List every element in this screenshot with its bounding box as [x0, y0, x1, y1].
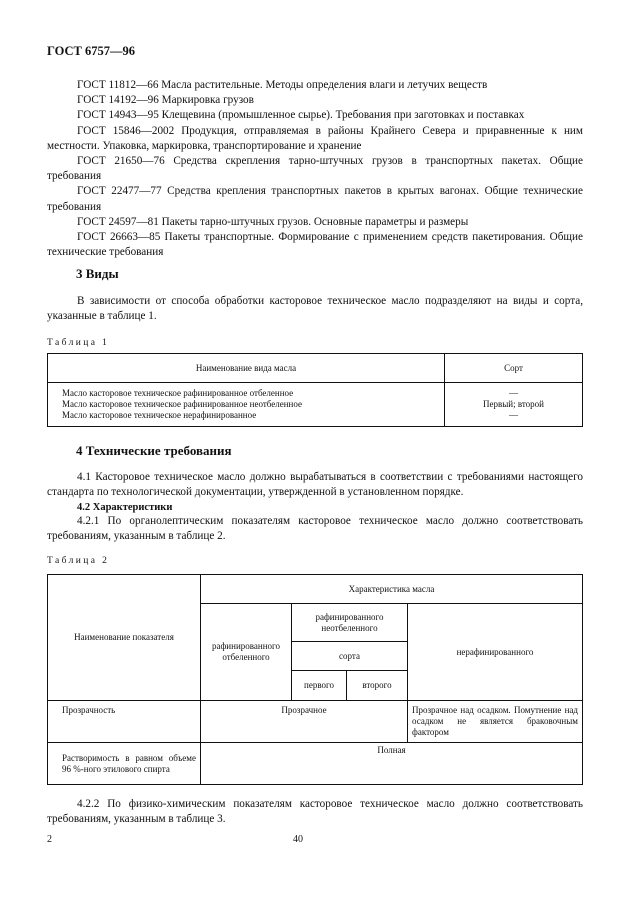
reference-item: ГОСТ 15846—2002 Продукция, отправляемая в районы Крайнего Севера и приравненные к ним местности. Упаковка, маркировка, транспортирование и хранение: [47, 124, 583, 152]
table-1-header-name: Наименование вида масла: [48, 354, 445, 383]
table-1-sorts-cell: [445, 383, 583, 427]
reference-item: ГОСТ 14943—95 Клещевина (промышленное сырье). Требования при заготовках и поставках: [77, 109, 525, 122]
document-header: ГОСТ 6757—96: [47, 44, 136, 58]
table-1-row-sort: —: [509, 410, 518, 420]
table-2-header-refined-unbleached: рафинированного неотбеленного: [292, 604, 408, 642]
table-2-row-transparency-name: Прозрачность: [48, 701, 201, 743]
paragraph-4-2-1: 4.2.1 По органолептическим показателям касторовое техническое масло должно соответствовать требованиям, указанным в таблице 2.: [47, 515, 583, 543]
page-number-left: 2: [47, 834, 52, 845]
table-1-row-name: Масло касторовое техническое рафинированное неотбеленное: [62, 399, 302, 409]
section-4-title: 4 Технические требования: [76, 443, 232, 458]
section-3-title: 3 Виды: [76, 266, 119, 281]
table-2: [47, 574, 583, 785]
table-1-row-name: Масло касторовое техническое рафинированное отбеленное: [62, 388, 294, 398]
reference-item: ГОСТ 11812—66 Масла растительные. Методы определения влаги и летучих веществ: [77, 79, 488, 91]
table-2-header-first: первого: [292, 671, 347, 701]
paragraph-4-2-2: 4.2.2 По физико-химическим показателям касторовое техническое масло должно соответствовать требованиям, указанным в таблице 3.: [47, 798, 583, 826]
table-1-row-sort: Первый; второй: [482, 399, 544, 409]
reference-item: ГОСТ 24597—81 Пакеты тарно-штучных грузов. Основные параметры и размеры: [77, 215, 469, 228]
table-1: [47, 353, 583, 427]
paragraph-4-1: 4.1 Касторовое техническое масло должно вырабатываться в соответствии с требованиями настоящего стандарта по технологической документации, утвержденной в установленном порядке.: [47, 471, 583, 499]
table-1-row-name: Масло касторовое техническое нерафинированное: [62, 410, 257, 420]
table-2-header-refined-bleached: рафинированного отбеленного: [201, 604, 292, 701]
heading-4-2: 4.2 Характеристики: [77, 502, 173, 513]
table-2-header-oil-characteristic: Характеристика масла: [201, 575, 583, 604]
table-2-header-second: второго: [347, 671, 408, 701]
table-2-row-transparency-unrefined: Прозрачное над осадком. Помутнение над осадком не является браковочным фактором: [408, 701, 583, 743]
table-2-header-unrefined: нерафинированного: [408, 604, 583, 701]
reference-item: ГОСТ 21650—76 Средства скрепления тарно-штучных грузов в транспортных пакетах. Общие требования: [47, 155, 583, 183]
table-2-header-indicator: Наименование показателя: [48, 575, 201, 701]
reference-item: ГОСТ 26663—85 Пакеты транспортные. Формирование с применением средств пакетирования. Общие технические требования: [47, 231, 583, 259]
table-1-header-sort: Сорт: [445, 354, 583, 383]
table-2-row-solubility-value: Полная: [201, 743, 583, 785]
table-2-row-solubility-name: Растворимость в равном объеме 96 %-ного этилового спирта: [48, 743, 201, 785]
table-1-row-sort: —: [509, 388, 518, 398]
references-list: [47, 78, 583, 260]
table-2-caption: Таблица 2: [47, 556, 110, 566]
table-1-caption: Таблица 1: [47, 338, 110, 348]
page-number-center: 40: [293, 834, 303, 845]
table-2-header-grade: сорта: [292, 642, 408, 671]
section-3-paragraph: В зависимости от способа обработки касторовое техническое масло подразделяют на виды и сорта, указанные в таблице 1.: [47, 295, 583, 323]
reference-item: ГОСТ 22477—77 Средства крепления транспортных пакетов в крытых вагонах. Общие технические требования: [47, 185, 583, 213]
table-1-names-cell: [48, 383, 445, 427]
table-2-row-transparency-value: Прозрачное: [201, 701, 408, 743]
reference-item: ГОСТ 14192—96 Маркировка грузов: [77, 94, 254, 107]
